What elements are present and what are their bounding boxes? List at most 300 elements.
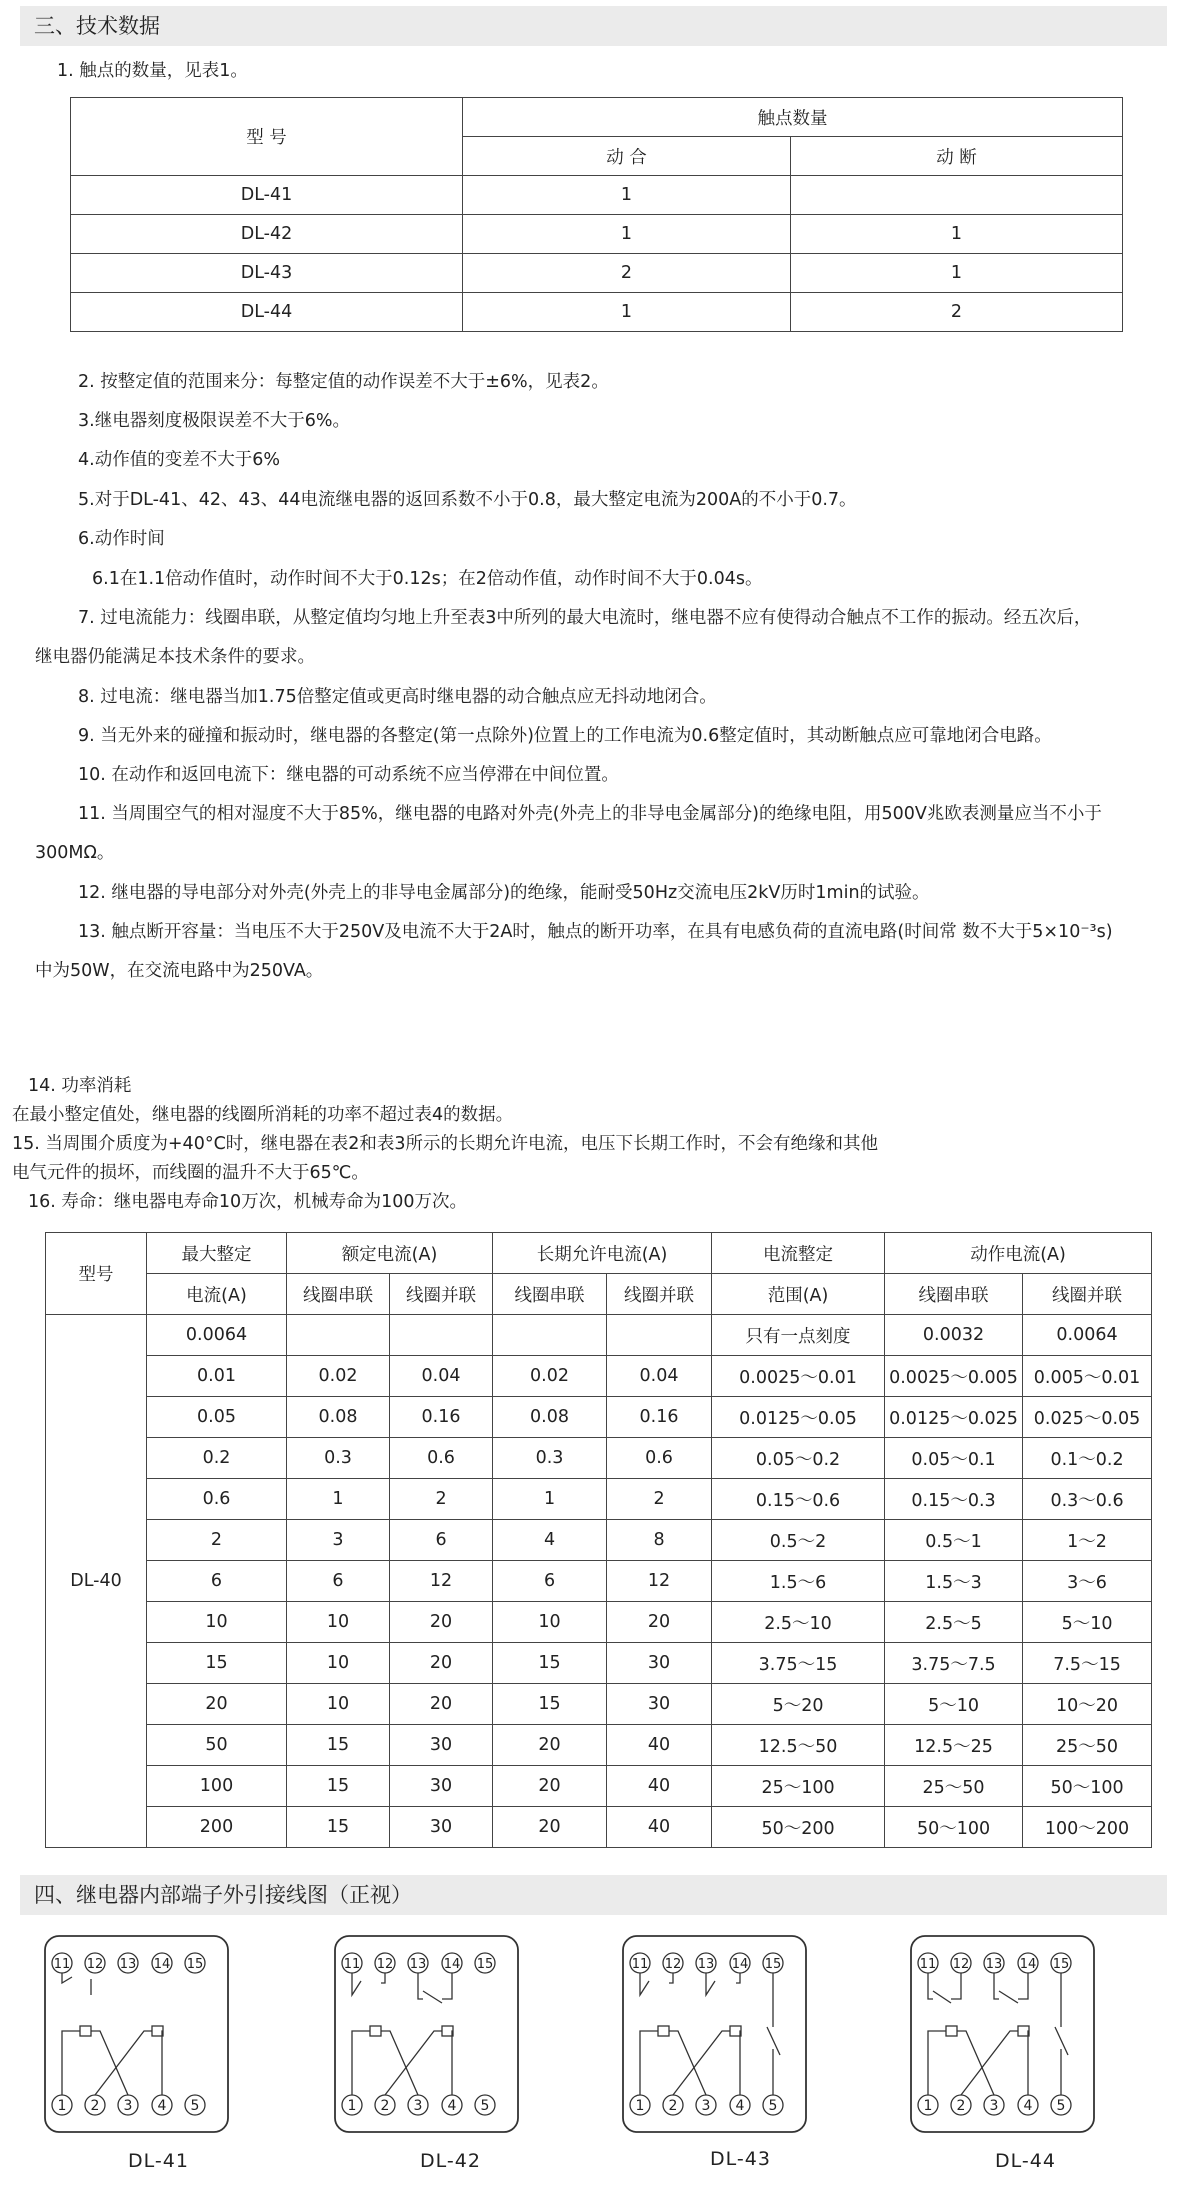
- table-cell: 2: [147, 1520, 287, 1561]
- contact-wire: [418, 1973, 423, 1999]
- table1-model-header: 型 号: [71, 98, 463, 176]
- terminal: [52, 1953, 72, 1973]
- terminal: [375, 1953, 395, 1973]
- terminal: [442, 1953, 462, 1973]
- item-7: 7. 过电流能力：线圈串联，从整定值均匀地上升至表3中所列的最大电流时，继电器不应有使得动合触点不工作的振动。经五次后，: [78, 608, 1092, 628]
- table-cell: 25～50: [885, 1766, 1023, 1807]
- terminal: [918, 2095, 938, 2115]
- table-cell: 0.6: [390, 1438, 493, 1479]
- table-cell: 50～200: [712, 1807, 885, 1848]
- terminal-label: 13: [119, 1957, 137, 1972]
- table4-max-header-2: 电流(A): [147, 1274, 287, 1315]
- table-cell: 0.05～0.2: [712, 1438, 885, 1479]
- table-cell: 0.0125～0.025: [885, 1397, 1023, 1438]
- terminal-label: 3: [989, 2098, 999, 2114]
- wire: [640, 2031, 658, 2095]
- terminal: [185, 2095, 205, 2115]
- table-cell: 40: [607, 1807, 712, 1848]
- table-cell: 5～10: [1023, 1602, 1152, 1643]
- table-cell: 12: [607, 1561, 712, 1602]
- table-cell: 0.0064: [1023, 1315, 1152, 1356]
- terminal-label: 4: [1023, 2098, 1033, 2114]
- contact-arm: [999, 1991, 1018, 2003]
- table4-model-cell: DL-40: [46, 1315, 147, 1848]
- table-cell: 30: [607, 1684, 712, 1725]
- diagram-label-dl42: DL-42: [420, 2150, 481, 2172]
- terminal: [185, 1953, 205, 1973]
- table-cell: 0.01: [147, 1356, 287, 1397]
- diagram-dl43: [620, 1933, 852, 2138]
- wire: [162, 2031, 163, 2095]
- make-contact: [352, 1973, 361, 1995]
- terminal-label: 1: [347, 2098, 357, 2114]
- wire: [1028, 2031, 1029, 2095]
- terminal-label: 1: [923, 2098, 933, 2114]
- coil-1: [658, 2026, 669, 2036]
- table-cell: 0.5～2: [712, 1520, 885, 1561]
- table-cell: 0.02: [493, 1356, 607, 1397]
- terminal-label: 11: [919, 1957, 937, 1972]
- table-cell: 0.16: [607, 1397, 712, 1438]
- coil-1: [946, 2026, 957, 2036]
- item-2: 2. 按整定值的范围来分：每整定值的动作误差不大于±6%，见表2。: [78, 372, 609, 392]
- table-cell: 0.6: [147, 1479, 287, 1520]
- table-cell: 10: [287, 1602, 390, 1643]
- table1-make-header: 动 合: [463, 137, 791, 176]
- table-cell: 15: [287, 1807, 390, 1848]
- table4-op-header: 动作电流(A): [885, 1233, 1152, 1274]
- item-12: 12. 继电器的导电部分对外壳(外壳上的非导电金属部分)的绝缘，能耐受50Hz交流电压2kV历时1min的试验。: [78, 883, 930, 903]
- table-row: [46, 1807, 1152, 1848]
- diagram-label-dl43: DL-43: [710, 2148, 771, 2170]
- table-cell: [390, 1315, 493, 1356]
- coil-1: [80, 2026, 91, 2036]
- table-cell: 0.0032: [885, 1315, 1023, 1356]
- terminal: [630, 1953, 650, 1973]
- wire: [352, 2031, 370, 2095]
- table-cell: 6: [147, 1561, 287, 1602]
- table-cell: 25～50: [1023, 1725, 1152, 1766]
- item-14-cont: 在最小整定值处，继电器的线圈所消耗的功率不超过表4的数据。: [12, 1105, 514, 1125]
- table-row: [46, 1356, 1152, 1397]
- terminal-label: 14: [443, 1957, 461, 1972]
- terminal: [696, 1953, 716, 1973]
- terminal-label: 2: [380, 2098, 390, 2114]
- item-15-cont: 电气元件的损坏，而线圈的温升不大于65℃。: [12, 1163, 369, 1183]
- terminal: [630, 2095, 650, 2115]
- table-cell: 20: [493, 1725, 607, 1766]
- table-cell: 30: [607, 1643, 712, 1684]
- table-row: [71, 215, 1123, 254]
- table-cell: 3～6: [1023, 1561, 1152, 1602]
- terminal-label: 3: [123, 2098, 133, 2114]
- table-cell: 20: [493, 1766, 607, 1807]
- terminal-label: 13: [409, 1957, 427, 1972]
- table-cell: 0.04: [390, 1356, 493, 1397]
- coil-2: [730, 2026, 741, 2036]
- table1-contacts-header: 触点数量: [463, 98, 1123, 137]
- terminal: [375, 2095, 395, 2115]
- table4-subheader: 线圈并联: [607, 1274, 712, 1315]
- table-cell: 1～2: [1023, 1520, 1152, 1561]
- table-cell: 0.0064: [147, 1315, 287, 1356]
- table-cell: DL-41: [71, 176, 463, 215]
- contact-wire: [1018, 1973, 1028, 1999]
- table-cell: 100～200: [1023, 1807, 1152, 1848]
- contact-arm: [423, 1991, 442, 2003]
- terminal: [984, 1953, 1004, 1973]
- item-13: 13. 触点断开容量：当电压不大于250V及电流不大于2A时，触点的断开功率，在具有电感负荷的直流电路(时间常 数不大于5×10⁻³s): [78, 922, 1113, 942]
- table-cell: 2: [463, 254, 791, 293]
- table-row: [46, 1643, 1152, 1684]
- terminal-label: 11: [343, 1957, 361, 1972]
- table-cell: 0.0025～0.005: [885, 1356, 1023, 1397]
- terminal: [984, 2095, 1004, 2115]
- table-cell: 15: [287, 1766, 390, 1807]
- table-cell: DL-42: [71, 215, 463, 254]
- table-cell: 30: [390, 1807, 493, 1848]
- terminal: [951, 1953, 971, 1973]
- table4-range-header: 电流整定: [712, 1233, 885, 1274]
- table4-subheader: 线圈串联: [493, 1274, 607, 1315]
- table-cell: 1: [463, 293, 791, 332]
- table-cell: 0.02: [287, 1356, 390, 1397]
- section-3-title: 三、技术数据: [20, 6, 1167, 46]
- make-contact: [706, 1973, 715, 1995]
- terminal: [1018, 1953, 1038, 1973]
- terminal: [1051, 1953, 1071, 1973]
- table1-break-header: 动 断: [791, 137, 1123, 176]
- contact-wire: [381, 1973, 385, 1983]
- terminal-label: 2: [956, 2098, 966, 2114]
- table-cell: 2.5～5: [885, 1602, 1023, 1643]
- table-cell: 30: [390, 1766, 493, 1807]
- diagram-dl42: [332, 1933, 564, 2138]
- table-cell: 0.08: [493, 1397, 607, 1438]
- terminal: [730, 2095, 750, 2115]
- table-cell: 20: [493, 1807, 607, 1848]
- table-cell: 30: [390, 1725, 493, 1766]
- table-cell: 10: [493, 1602, 607, 1643]
- table-cell: 0.16: [390, 1397, 493, 1438]
- table-cell: 2: [791, 293, 1123, 332]
- terminal: [342, 2095, 362, 2115]
- terminal-label: 4: [157, 2098, 167, 2114]
- table-cell: 12.5～25: [885, 1725, 1023, 1766]
- contact-wire: [442, 1973, 452, 1999]
- table-cell: 3.75～7.5: [885, 1643, 1023, 1684]
- table-cell: 0.15～0.3: [885, 1479, 1023, 1520]
- make-contact: [62, 1973, 72, 1983]
- section-4-title: 四、继电器内部端子外引接线图（正视）: [20, 1875, 1167, 1915]
- terminal: [696, 2095, 716, 2115]
- table-cell: 15: [287, 1725, 390, 1766]
- item-6-1: 6.1在1.1倍动作值时，动作时间不大于0.12s；在2倍动作值，动作时间不大于0.04s。: [92, 569, 763, 589]
- terminal-label: 12: [664, 1957, 682, 1972]
- table4-max-header: 最大整定: [147, 1233, 287, 1274]
- table-cell: 40: [607, 1725, 712, 1766]
- table-cell: 1: [463, 215, 791, 254]
- terminal-label: 15: [1052, 1957, 1070, 1972]
- table-cell: 4: [493, 1520, 607, 1561]
- table-cell: 15: [493, 1684, 607, 1725]
- table-cell: 5～10: [885, 1684, 1023, 1725]
- table-cell: 10: [147, 1602, 287, 1643]
- table-cell: 0.1～0.2: [1023, 1438, 1152, 1479]
- table4-model-header: 型号: [46, 1233, 147, 1315]
- terminal: [1018, 2095, 1038, 2115]
- table-cell: 12.5～50: [712, 1725, 885, 1766]
- table4-subheader: 线圈并联: [390, 1274, 493, 1315]
- table-cell: 2.5～10: [712, 1602, 885, 1643]
- table-row: [46, 1725, 1152, 1766]
- table-row: [46, 1684, 1152, 1725]
- terminal: [918, 1953, 938, 1973]
- item-11: 11. 当周围空气的相对湿度不大于85%，继电器的电路对外壳(外壳上的非导电金属部分)的绝缘电阻，用500V兆欧表测量应当不小于: [78, 804, 1102, 824]
- coil-2: [1018, 2026, 1029, 2036]
- table-cell: [493, 1315, 607, 1356]
- terminal-label: 15: [476, 1957, 494, 1972]
- table-cell: 10: [287, 1684, 390, 1725]
- item-7-cont: 继电器仍能满足本技术条件的要求。: [35, 647, 315, 667]
- table-cell: 6: [287, 1561, 390, 1602]
- terminal: [475, 2095, 495, 2115]
- table4-subheader: 线圈并联: [1023, 1274, 1152, 1315]
- terminal: [342, 1953, 362, 1973]
- terminal-label: 12: [952, 1957, 970, 1972]
- terminal-label: 14: [153, 1957, 171, 1972]
- contacts-table: [70, 97, 1123, 332]
- terminal-label: 4: [735, 2098, 745, 2114]
- table-cell: 15: [147, 1643, 287, 1684]
- table-row: [46, 1602, 1152, 1643]
- diagram-label-dl44: DL-44: [995, 2150, 1056, 2172]
- item-11-cont: 300MΩ。: [35, 843, 115, 863]
- table-cell: 5～20: [712, 1684, 885, 1725]
- terminal: [152, 2095, 172, 2115]
- item-3: 3.继电器刻度极限误差不大于6%。: [78, 411, 350, 431]
- terminal: [442, 2095, 462, 2115]
- table-cell: [607, 1315, 712, 1356]
- table-cell: 1.5～3: [885, 1561, 1023, 1602]
- terminal-label: 14: [731, 1957, 749, 1972]
- table-cell: 50～100: [885, 1807, 1023, 1848]
- table-row: [71, 293, 1123, 332]
- table-cell: 0.15～0.6: [712, 1479, 885, 1520]
- terminal: [52, 2095, 72, 2115]
- table4-range-header-2: 范围(A): [712, 1274, 885, 1315]
- wire: [669, 2031, 706, 2095]
- terminal-label: 13: [697, 1957, 715, 1972]
- terminal: [85, 1953, 105, 1973]
- table4-long-header: 长期允许电流(A): [493, 1233, 712, 1274]
- terminal-label: 15: [186, 1957, 204, 1972]
- table-cell: 20: [390, 1643, 493, 1684]
- table-cell: 0.5～1: [885, 1520, 1023, 1561]
- terminal: [763, 1953, 783, 1973]
- table-cell: 10: [287, 1643, 390, 1684]
- table-cell: 1: [287, 1479, 390, 1520]
- table-cell: 20: [607, 1602, 712, 1643]
- terminal-label: 5: [768, 2098, 778, 2114]
- terminal: [118, 2095, 138, 2115]
- table-cell: [791, 176, 1123, 215]
- terminal: [663, 2095, 683, 2115]
- table-cell: 0.3: [287, 1438, 390, 1479]
- table-cell: [287, 1315, 390, 1356]
- terminal-label: 3: [701, 2098, 711, 2114]
- table-cell: 0.0125～0.05: [712, 1397, 885, 1438]
- diagram-dl44: [908, 1933, 1140, 2138]
- terminal-label: 12: [86, 1957, 104, 1972]
- terminal-label: 11: [631, 1957, 649, 1972]
- table-cell: 0.005～0.01: [1023, 1356, 1152, 1397]
- table-row: [46, 1438, 1152, 1479]
- table-cell: 只有一点刻度: [712, 1315, 885, 1356]
- table-cell: 1: [791, 254, 1123, 293]
- item-15: 15. 当周围介质度为+40°C时，继电器在表2和表3所示的长期允许电流，电压下长期工作时，不会有绝缘和其他: [12, 1134, 879, 1154]
- table-cell: 25～100: [712, 1766, 885, 1807]
- table-cell: 50～100: [1023, 1766, 1152, 1807]
- terminal-label: 12: [376, 1957, 394, 1972]
- table-cell: 8: [607, 1520, 712, 1561]
- table-row: [46, 1766, 1152, 1807]
- table-row: [46, 1315, 1152, 1356]
- contact-wire: [669, 1973, 673, 1983]
- table-cell: 0.2: [147, 1438, 287, 1479]
- item-14: 14. 功率消耗: [28, 1076, 132, 1096]
- table-cell: 1: [791, 215, 1123, 254]
- table-cell: 12: [390, 1561, 493, 1602]
- table-cell: 15: [493, 1643, 607, 1684]
- table-cell: 20: [147, 1684, 287, 1725]
- table-cell: 0.025～0.05: [1023, 1397, 1152, 1438]
- table-row: [71, 176, 1123, 215]
- terminal: [730, 1953, 750, 1973]
- terminal-label: 14: [1019, 1957, 1037, 1972]
- table-cell: 3.75～15: [712, 1643, 885, 1684]
- table-cell: 0.6: [607, 1438, 712, 1479]
- table-row: [46, 1479, 1152, 1520]
- table-cell: 20: [390, 1602, 493, 1643]
- wire: [928, 2031, 946, 2095]
- table-cell: 2: [607, 1479, 712, 1520]
- terminal: [663, 1953, 683, 1973]
- terminal: [951, 2095, 971, 2115]
- item-5: 5.对于DL-41、42、43、44电流继电器的返回系数不小于0.8，最大整定电流为200A的不小于0.7。: [78, 490, 857, 510]
- contact-wire: [994, 1973, 999, 1999]
- make-contact: [640, 1973, 649, 1995]
- table4-subheader: 线圈串联: [885, 1274, 1023, 1315]
- diagram-dl41: [42, 1933, 274, 2138]
- table-cell: 6: [493, 1561, 607, 1602]
- table-row: [46, 1561, 1152, 1602]
- wire: [381, 2031, 418, 2095]
- table-cell: 0.3: [493, 1438, 607, 1479]
- table-row: [46, 1397, 1152, 1438]
- terminal-label: 5: [1056, 2098, 1066, 2114]
- table-row: [71, 254, 1123, 293]
- terminal: [408, 1953, 428, 1973]
- table-cell: 20: [390, 1684, 493, 1725]
- coil-1: [370, 2026, 381, 2036]
- contact-wire: [951, 1973, 961, 1999]
- terminal: [118, 1953, 138, 1973]
- table4-rated-header: 额定电流(A): [287, 1233, 493, 1274]
- terminal-label: 2: [668, 2098, 678, 2114]
- table-cell: 1: [463, 176, 791, 215]
- table-cell: 0.05: [147, 1397, 287, 1438]
- item-8: 8. 过电流：继电器当加1.75倍整定值或更高时继电器的动合触点应无抖动地闭合。: [78, 687, 717, 707]
- table-cell: 1.5～6: [712, 1561, 885, 1602]
- table-cell: 100: [147, 1766, 287, 1807]
- item-4: 4.动作值的变差不大于6%: [78, 450, 280, 470]
- terminal-label: 11: [53, 1957, 71, 1972]
- terminal: [1051, 2095, 1071, 2115]
- table-cell: 200: [147, 1807, 287, 1848]
- table-cell: 0.04: [607, 1356, 712, 1397]
- table4-subheader: 线圈串联: [287, 1274, 390, 1315]
- item-9: 9. 当无外来的碰撞和振动时，继电器的各整定(第一点除外)位置上的工作电流为0.6整定值时，其动断触点应可靠地闭合电路。: [78, 726, 1052, 746]
- table-cell: DL-44: [71, 293, 463, 332]
- wire: [957, 2031, 994, 2095]
- item-16: 16. 寿命：继电器电寿命10万次，机械寿命为100万次。: [28, 1192, 468, 1212]
- table-cell: 2: [390, 1479, 493, 1520]
- item-6: 6.动作时间: [78, 529, 165, 549]
- table-cell: 1: [493, 1479, 607, 1520]
- terminal-label: 13: [985, 1957, 1003, 1972]
- table-cell: 3: [287, 1520, 390, 1561]
- terminal-label: 1: [57, 2098, 67, 2114]
- ratings-table: [45, 1232, 1152, 1848]
- table-cell: 0.0025～0.01: [712, 1356, 885, 1397]
- terminal: [85, 2095, 105, 2115]
- wire: [452, 2031, 453, 2095]
- terminal: [475, 1953, 495, 1973]
- diagram-label-dl41: DL-41: [128, 2150, 189, 2172]
- terminal-label: 2: [90, 2098, 100, 2114]
- terminal: [152, 1953, 172, 1973]
- table-cell: 40: [607, 1766, 712, 1807]
- contact-wire: [736, 1973, 740, 1983]
- terminal-label: 3: [413, 2098, 423, 2114]
- terminal-label: 4: [447, 2098, 457, 2114]
- table-row: [46, 1520, 1152, 1561]
- table-cell: 6: [390, 1520, 493, 1561]
- table-cell: 50: [147, 1725, 287, 1766]
- contact-wire: [928, 1973, 933, 1999]
- table-cell: 10～20: [1023, 1684, 1152, 1725]
- wire: [62, 2031, 80, 2095]
- wire: [740, 2031, 741, 2095]
- terminal-label: 5: [190, 2098, 200, 2114]
- table-cell: DL-43: [71, 254, 463, 293]
- contact-arm: [933, 1991, 951, 2003]
- table-cell: 0.3～0.6: [1023, 1479, 1152, 1520]
- item-1: 1. 触点的数量，见表1。: [57, 61, 248, 81]
- item-10: 10. 在动作和返回电流下：继电器的可动系统不应当停滞在中间位置。: [78, 765, 619, 785]
- item-13-cont: 中为50W，在交流电路中为250VA。: [35, 961, 324, 981]
- terminal: [408, 2095, 428, 2115]
- table-cell: 0.08: [287, 1397, 390, 1438]
- terminal-label: 5: [480, 2098, 490, 2114]
- table-cell: 0.05～0.1: [885, 1438, 1023, 1479]
- terminal-label: 1: [635, 2098, 645, 2114]
- wire: [91, 2031, 128, 2095]
- table-cell: 7.5～15: [1023, 1643, 1152, 1684]
- terminal-label: 15: [764, 1957, 782, 1972]
- terminal: [763, 2095, 783, 2115]
